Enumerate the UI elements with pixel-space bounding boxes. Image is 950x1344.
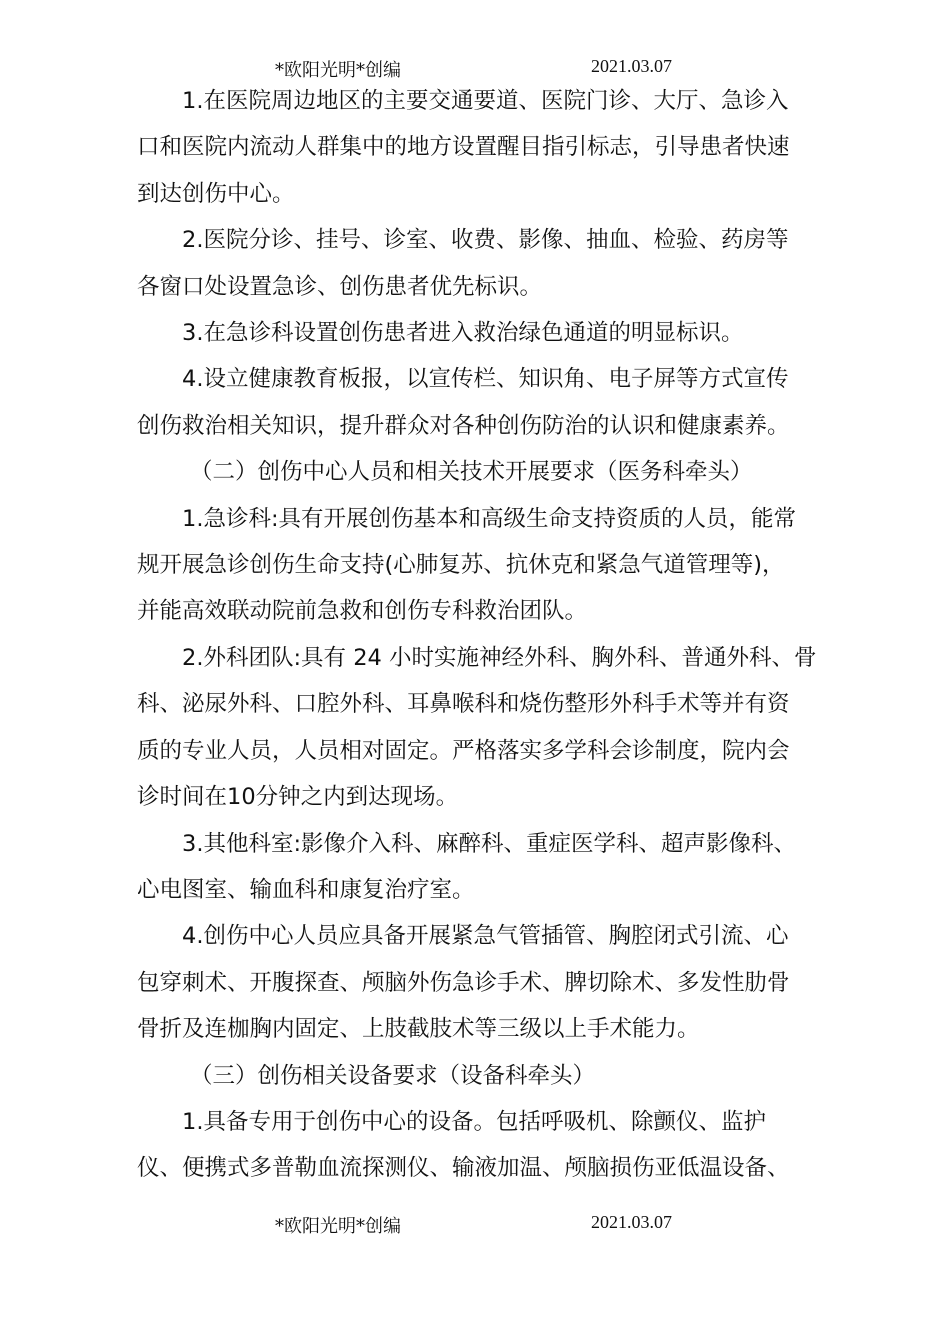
paragraph-line: 骨折及连枷胸内固定、上肢截肢术等三级以上手术能力。 [137, 1016, 700, 1043]
header-date: 2021.03.07 [591, 56, 672, 76]
paragraph-line: 4.设立健康教育板报，以宣传栏、知识角、电子屏等方式宣传 [182, 366, 789, 393]
page-header [0, 56, 950, 80]
page-footer [0, 1212, 950, 1236]
section-heading: （三）创伤相关设备要求（设备科牵头） [190, 1062, 596, 1089]
paragraph-line: 1.在医院周边地区的主要交通要道、医院门诊、大厅、急诊入 [182, 88, 789, 114]
paragraph-line: 3.其他科室:影像介入科、麻醉科、重症医学科、超声影像科、 [182, 830, 797, 857]
paragraph-line: 2.医院分诊、挂号、诊室、收费、影像、抽血、检验、药房等 [182, 227, 789, 254]
paragraph-line: 科、泌尿外科、口腔外科、耳鼻喉科和烧伤整形外科手术等并有资 [137, 691, 790, 718]
paragraph-line: 到达创伤中心。 [137, 180, 295, 207]
paragraph-line: 3.在急诊科设置创伤患者进入救治绿色通道的明显标识。 [182, 320, 744, 347]
paragraph-line: 质的专业人员，人员相对固定。严格落实多学科会诊制度，院内会 [137, 737, 790, 764]
paragraph-line: 规开展急诊创伤生命支持(心肺复苏、抗休克和紧急气道管理等)， [137, 552, 785, 579]
paragraph-line: 并能高效联动院前急救和创伤专科救治团队。 [137, 598, 588, 625]
paragraph-line: 包穿刺术、开腹探查、颅脑外伤急诊手术、脾切除术、多发性肋骨 [137, 969, 790, 996]
paragraph-line: 1.具备专用于创伤中心的设备。包括呼吸机、除颤仪、监护 [182, 1108, 766, 1135]
header-author: *欧阳光明*创编 [275, 60, 401, 81]
document-body [137, 78, 817, 1192]
paragraph-line: 诊时间在10分钟之内到达现场。 [137, 784, 459, 811]
paragraph-line: 4.创伤中心人员应具备开展紧急气管插管、胸腔闭式引流、心 [182, 923, 789, 950]
paragraph-line: 心电图室、输血科和康复治疗室。 [137, 876, 475, 903]
paragraph-line: 2.外科团队:具有 24 小时实施神经外科、胸外科、普通外科、骨 [182, 644, 817, 671]
footer-author: *欧阳光明*创编 [275, 1216, 401, 1237]
section-heading: （二）创伤中心人员和相关技术开展要求（医务科牵头） [190, 459, 753, 486]
paragraph-line: 口和医院内流动人群集中的地方设置醒目指引标志，引导患者快速 [137, 134, 790, 161]
paragraph-line: 仪、便携式多普勒血流探测仪、输液加温、颅脑损伤亚低温设备、 [137, 1155, 790, 1182]
paragraph-line: 创伤救治相关知识，提升群众对各种创伤防治的认识和健康素养。 [137, 412, 790, 439]
paragraph-line: 1.急诊科:具有开展创伤基本和高级生命支持资质的人员，能常 [182, 505, 797, 532]
paragraph-line: 各窗口处设置急诊、创伤患者优先标识。 [137, 273, 543, 300]
footer-date: 2021.03.07 [591, 1212, 672, 1232]
